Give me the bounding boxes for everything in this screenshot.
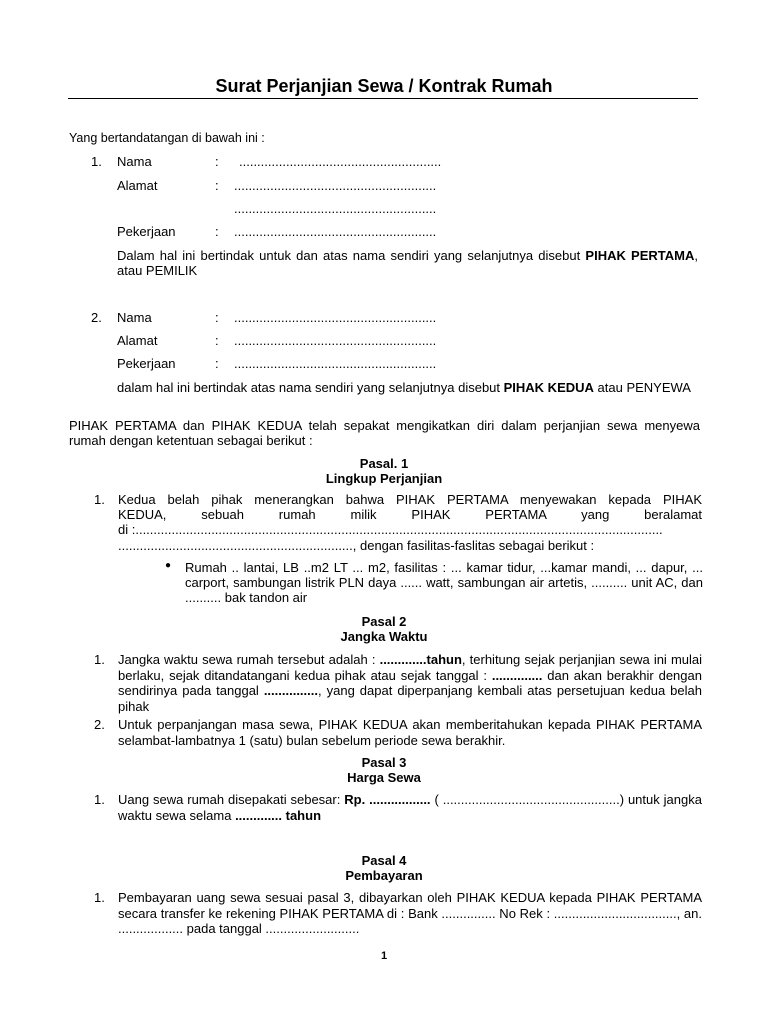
pasal4-title: Pasal 4	[361, 853, 407, 868]
party1-pekerjaan-colon: :	[215, 224, 219, 239]
pasal2-item2: Untuk perpanjangan masa sewa, PIHAK KEDUA akan memberitahukan kepada PIHAK PERTAMA selambat-lambatnya 1 (satu) bulan sebelum periode sewa berakhir.	[118, 717, 702, 748]
pasal3-title: Pasal 3	[361, 755, 407, 770]
pasal3-item1-number: 1.	[94, 792, 105, 807]
party2-number: 2.	[91, 310, 102, 325]
pasal2-item1-number: 1.	[94, 652, 105, 667]
party1-number: 1.	[91, 154, 102, 169]
document-title: Surat Perjanjian Sewa / Kontrak Rumah	[215, 76, 553, 96]
pasal2-item2-number: 2.	[94, 717, 105, 732]
party1-alamat-colon: :	[215, 178, 219, 193]
party2-alamat-colon: :	[215, 333, 219, 348]
page-number: 1	[380, 950, 388, 962]
party1-alamat-field-2: ........................................................	[234, 201, 437, 216]
party2-nama-label: Nama	[117, 310, 152, 325]
party1-pekerjaan-field: ........................................................	[234, 224, 437, 239]
bullet-icon: ●	[165, 560, 172, 571]
pasal3-item1: Uang sewa rumah disepakati sebesar: Rp. ................. ( .................................................) untuk jangka waktu sewa selama ............. tahun	[118, 792, 702, 823]
pasal2-title: Pasal 2	[361, 614, 407, 629]
pasal1-item1-line2: KEDUA, sebuah rumah milik PIHAK PERTAMA yang beralamat	[118, 507, 702, 522]
party2-nama-field: ........................................................	[234, 310, 437, 325]
party2-pekerjaan-label: Pekerjaan	[117, 356, 176, 371]
pasal1-item1-line1: Kedua belah pihak menerangkan bahwa PIHAK PERTAMA menyewakan kepada PIHAK	[118, 492, 702, 507]
party1-alamat-field: ........................................................	[234, 178, 437, 193]
agreement-paragraph: PIHAK PERTAMA dan PIHAK KEDUA telah sepakat mengikatkan diri dalam perjanjian sewa menyewa rumah dengan ketentuan sebagai berikut :	[69, 418, 700, 448]
pasal3-subtitle: Harga Sewa	[347, 770, 421, 785]
party1-pekerjaan-label: Pekerjaan	[117, 224, 176, 239]
pasal1-item1-number: 1.	[94, 492, 105, 507]
pasal2-item1: Jangka waktu sewa rumah tersebut adalah : .............tahun, terhitung sejak perjanjian sewa ini mulai berlaku, sejak ditandatangani kedua pihak atau sejak tanggal : .............. dan akan berakhir dengan sendirinya pada tanggal ..............., yang dapat diperpanjang kembali atas persetujuan kedua belah pihak	[118, 652, 703, 714]
intro-text: Yang bertandatangan di bawah ini :	[69, 131, 265, 145]
party2-nama-colon: :	[215, 310, 219, 325]
party2-description: dalam hal ini bertindak atas nama sendiri yang selanjutnya disebut PIHAK KEDUA atau PENYEWA	[117, 380, 691, 395]
title-underline	[68, 98, 698, 99]
party1-nama-colon: :	[215, 154, 219, 169]
party1-nama-label: Nama	[117, 154, 152, 169]
party1-alamat-label: Alamat	[117, 178, 158, 193]
party1-nama-field: ........................................................	[239, 154, 442, 169]
pasal1-item1-line3: di :..................................................................................................................................................	[118, 522, 663, 537]
pasal4-item1: Pembayaran uang sewa sesuai pasal 3, dibayarkan oleh PIHAK KEDUA kepada PIHAK PERTAMA secara transfer ke rekening PIHAK PERTAMA di : Bank ............... No Rek : .................................., an. .................. pada tanggal ..........................	[118, 890, 702, 936]
party2-alamat-field: ........................................................	[234, 333, 437, 348]
party1-description: Dalam hal ini bertindak untuk dan atas nama sendiri yang selanjutnya disebut PIHAK PERTAMA, atau PEMILIK	[117, 248, 698, 278]
pasal4-subtitle: Pembayaran	[345, 868, 423, 883]
pasal4-item1-number: 1.	[94, 890, 105, 905]
pasal1-item1-line4: ................................................................., dengan fasilitas-faslitas sebagai berikut :	[118, 538, 595, 553]
party2-pekerjaan-field: ........................................................	[234, 356, 437, 371]
pasal1-subtitle: Lingkup Perjanjian	[325, 471, 443, 486]
pasal1-title: Pasal. 1	[359, 456, 409, 471]
pasal2-subtitle: Jangka Waktu	[340, 629, 428, 644]
party2-pekerjaan-colon: :	[215, 356, 219, 371]
pasal1-facilities: Rumah .. lantai, LB ..m2 LT ... m2, fasilitas : ... kamar tidur, ...kamar mandi, ... dapur, ... carport, sambungan listrik PLN daya ...... watt, sambungan air artetis, .......... unit AC, dan .......... bak tandon air	[185, 560, 703, 605]
party2-alamat-label: Alamat	[117, 333, 158, 348]
